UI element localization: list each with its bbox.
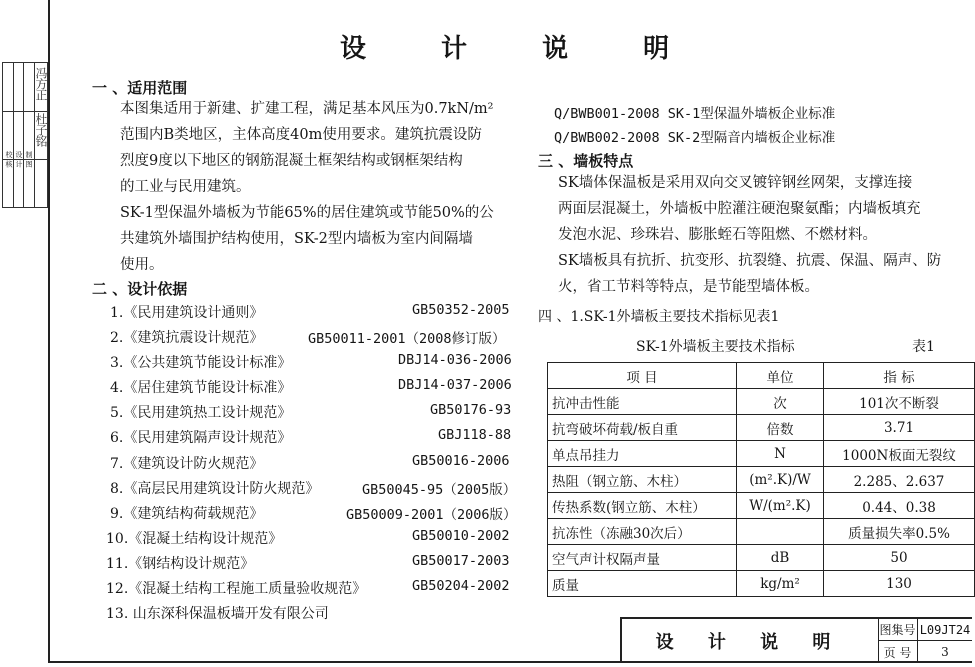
section3-line: SK墙板具有抗折、抗变形、抗裂缝、抗震、保温、隔声、防 (558, 253, 942, 269)
drawing-name: 设 计 说 明 (622, 619, 879, 663)
ref-name: 7.《建筑设计防火规范》 (110, 456, 264, 472)
row-unit: 次 (737, 389, 824, 415)
table-header-row (548, 363, 975, 389)
signoff-label-draw: 制 图 (25, 151, 33, 168)
atlas-label: 图集号 (878, 619, 918, 641)
header-item: 项 目 (548, 363, 737, 389)
row-item: 质量 (548, 571, 737, 597)
ref-name: 3.《公共建筑节能设计标准》 (110, 355, 292, 371)
ref-code: GBJ118-88 (438, 427, 512, 443)
ref-code: GB50204-2002 (412, 578, 510, 594)
row-value: 0.44、0.38 (824, 493, 975, 519)
row-item: 抗冻性（冻融30次后） (548, 519, 737, 545)
ref-name: 13. 山东深科保温板墙开发有限公司 (106, 606, 329, 622)
row-unit: N (737, 441, 824, 467)
ref-name: 4.《居住建筑节能设计标准》 (110, 380, 292, 396)
signature-2: 杜子铭 (34, 113, 48, 146)
row-unit: W/(m².K) (737, 493, 824, 519)
section1-line: 使用。 (120, 257, 164, 273)
row-item: 抗冲击性能 (548, 389, 737, 415)
row-unit: dB (737, 545, 824, 571)
ref-name: 8.《高层民用建筑设计防火规范》 (110, 481, 320, 497)
table-caption: SK-1外墙板主要技术指标 (636, 339, 795, 355)
section1-line: 本图集适用于新建、扩建工程，满足基本风压为0.7kN/m² (120, 101, 494, 117)
signoff-label-check: 校 核 (5, 151, 13, 168)
table-number: 表1 (912, 339, 935, 355)
section3-line: 火，省工节料等特点，是节能型墙体板。 (558, 279, 819, 295)
section1-line: SK-1型保温外墙板为节能65%的居住建筑或节能50%的公 (120, 205, 494, 221)
section3-heading: 三 、墙板特点 (538, 152, 634, 170)
ref-code: GB50011-2001（2008修订版） (308, 331, 506, 347)
row-item: 抗弯破坏荷载/板自重 (548, 415, 737, 441)
signature-1: 冯方正 (34, 67, 48, 100)
page-label: 页 号 (878, 641, 918, 663)
table-row (548, 545, 975, 571)
ref-code: GB50017-2003 (412, 553, 510, 569)
row-item: 传热系数(钢立筋、木柱） (548, 493, 737, 519)
signoff-label-design: 设 计 (15, 151, 23, 168)
table-row (548, 571, 975, 597)
header-value: 指 标 (824, 363, 975, 389)
section1-heading: 一 、适用范围 (92, 79, 188, 97)
table-row (548, 389, 975, 415)
row-value: 1000N板面无裂纹 (824, 441, 975, 467)
ref-name: 11.《钢结构设计规范》 (106, 556, 255, 572)
row-value: 130 (824, 571, 975, 597)
row-item: 单点吊挂力 (548, 441, 737, 467)
standard-line: Q/BWB001-2008 SK-1型保温外墙板企业标准 (554, 106, 836, 122)
ref-code: DBJ14-037-2006 (398, 377, 512, 393)
title-block (620, 617, 972, 663)
section2-heading: 二 、设计依据 (92, 280, 188, 298)
section3-line: SK墙体保温板是采用双向交叉镀锌钢丝网架，支撑连接 (558, 175, 913, 191)
table-row (548, 441, 975, 467)
row-value: 2.285、2.637 (824, 467, 975, 493)
ref-code: GB50010-2002 (412, 528, 510, 544)
row-unit: kg/m² (737, 571, 824, 597)
section1-line: 共建筑外墙围护结构使用，SK-2型内墙板为室内间隔墙 (120, 231, 473, 247)
tech-spec-table (547, 362, 975, 597)
ref-name: 1.《民用建筑设计通则》 (110, 305, 264, 321)
row-value: 质量损失率0.5% (824, 519, 975, 545)
row-item: 空气声计权隔声量 (548, 545, 737, 571)
ref-code: GB50176-93 (430, 402, 512, 418)
atlas-number: L09JT24 (918, 619, 972, 641)
row-item: 热阻（钢立筋、木柱） (548, 467, 737, 493)
page-number: 3 (941, 645, 949, 659)
ref-code: DBJ14-036-2006 (398, 352, 512, 368)
signoff-strip (2, 62, 48, 208)
ref-name: 9.《建筑结构荷载规范》 (110, 506, 264, 522)
standard-line: Q/BWB002-2008 SK-2型隔音内墙板企业标准 (554, 130, 836, 146)
table-row (548, 415, 975, 441)
section1-body (120, 96, 494, 278)
ref-name: 12.《混凝土结构工程施工质量验收规范》 (106, 581, 367, 597)
table-row (548, 493, 975, 519)
ref-name: 6.《民用建筑隔声设计规范》 (110, 430, 292, 446)
table-row (548, 467, 975, 493)
section4-heading: 四 、1.SK-1外墙板主要技术指标见表1 (538, 309, 780, 325)
page-title: 设 计 说 明 (340, 34, 672, 64)
row-unit (737, 519, 824, 545)
ref-name: 10.《混凝土结构设计规范》 (106, 531, 283, 547)
ref-code: GB50009-2001（2006版） (346, 507, 517, 523)
row-value: 3.71 (824, 415, 975, 441)
row-value: 50 (824, 545, 975, 571)
ref-name: 5.《民用建筑热工设计规范》 (110, 405, 292, 421)
ref-code: GB50045-95（2005版） (362, 482, 517, 498)
row-value: 101次不断裂 (824, 389, 975, 415)
header-unit: 单位 (737, 363, 824, 389)
table-row (548, 519, 975, 545)
section3-body (558, 170, 941, 300)
row-unit: (m².K)/W (737, 467, 824, 493)
ref-name: 2.《建筑抗震设计规范》 (110, 330, 264, 346)
section1-line: 烈度9度以下地区的钢筋混凝土框架结构或钢框架结构 (120, 153, 463, 169)
ref-code: GB50016-2006 (412, 453, 510, 469)
section3-line: 发泡水泥、珍珠岩、膨胀蛭石等阻燃、不燃材料。 (558, 227, 877, 243)
row-unit: 倍数 (737, 415, 824, 441)
section3-line: 两面层混凝土，外墙板中腔灌注硬泡聚氨酯；内墙板填充 (558, 201, 921, 217)
ref-code: GB50352-2005 (412, 302, 510, 318)
section1-line: 范围内B类地区，主体高度40m使用要求。建筑抗震设防 (120, 127, 482, 143)
section1-line: 的工业与民用建筑。 (120, 179, 251, 195)
